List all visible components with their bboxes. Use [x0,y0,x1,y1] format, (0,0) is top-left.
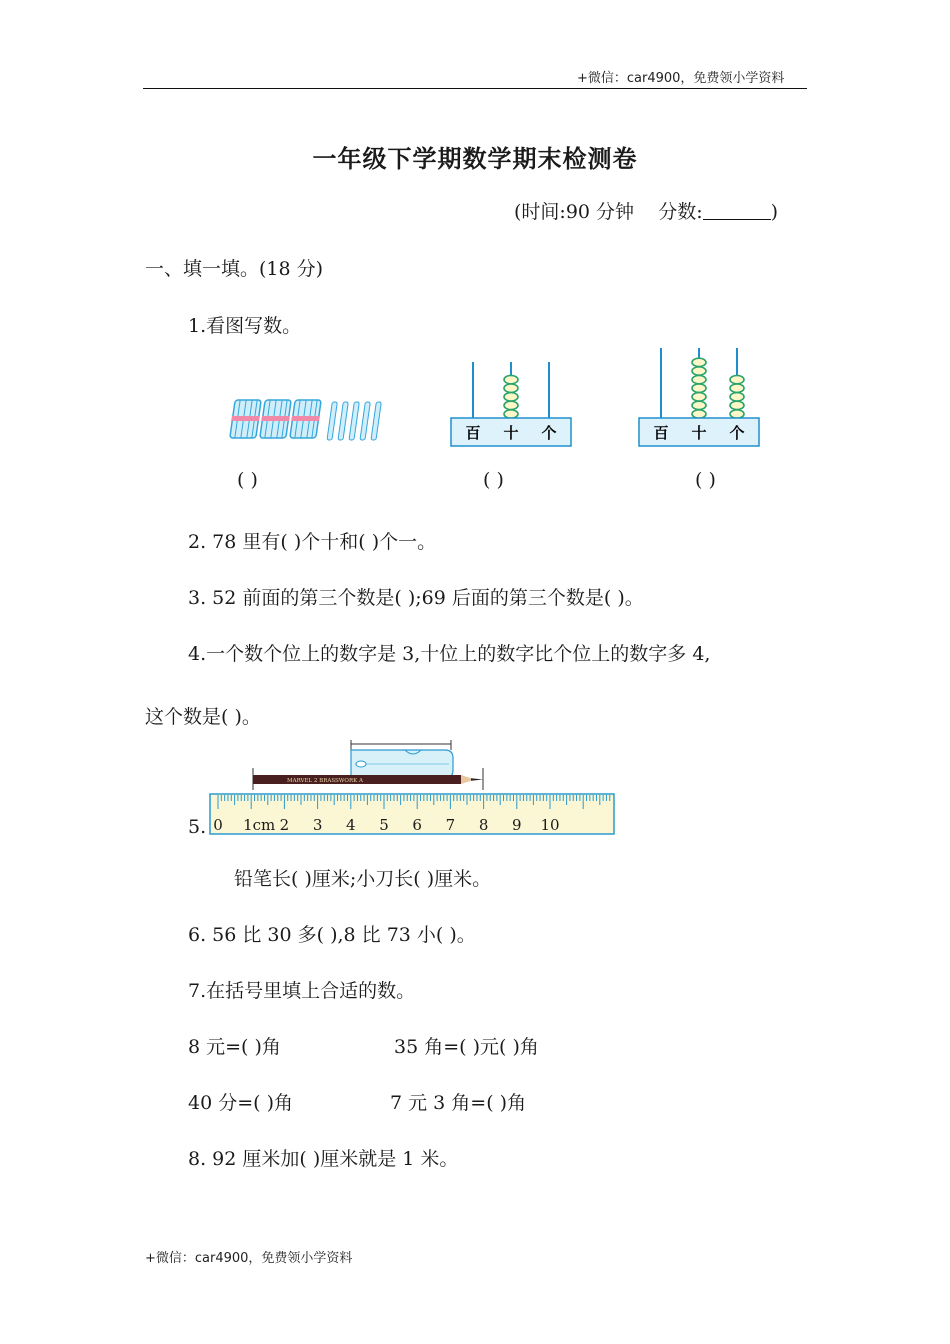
ruler-label: 6 [412,816,422,834]
ruler-label: 10 [540,816,560,834]
ruler-label: 4 [346,816,356,834]
sticks-figure [228,390,390,442]
q1-blank-1[interactable]: ( ) [237,469,258,491]
abacus-2-tens-bead [692,410,706,418]
header-rule [143,88,807,89]
ruler-label: 1cm [243,816,276,834]
ruler-label: 0 [213,816,223,834]
ruler-label: 2 [279,816,290,834]
q1-text: 1.看图写数。 [188,315,302,337]
ruler-label: 3 [312,816,323,834]
q7-item-c: 40 分=( )角 [188,1092,294,1114]
meta-close: ) [770,201,779,223]
abacus-1-label-ones: 个 [541,424,557,442]
q4-line-1: 4.一个数个位上的数字是 3,十位上的数字比个位上的数字多 4, [188,643,711,665]
abacus-1-tens-bead [504,410,518,418]
ruler-figure [205,738,621,840]
score-blank[interactable] [703,203,771,220]
section-1-heading: 一、填一填。(18 分) [145,258,324,280]
abacus-2-tens-bead [692,367,706,375]
ruler-label: 5 [379,816,389,834]
abacus-2-label-hundreds: 百 [653,424,669,442]
abacus-2-ones-bead [730,393,744,401]
q7-item-b: 35 角=( )元( )角 [394,1036,539,1058]
q7-text: 7.在括号里填上合适的数。 [188,980,416,1002]
abacus-2-tens-bead [692,358,706,366]
q5-number: 5. [188,816,207,838]
abacus-2-label-ones: 个 [729,424,745,442]
q4-line-2: 这个数是( )。 [145,706,261,728]
q1-blank-2[interactable]: ( ) [483,469,504,491]
bundle-of-ten-2 [259,400,292,438]
abacus-1-tens-bead [504,384,518,392]
abacus-2-tens-bead [692,375,706,383]
score-label: 分数: [658,201,703,223]
abacus-1-label-hundreds: 百 [465,424,481,442]
abacus-1-tens-bead [504,401,518,409]
bundle-of-ten-1 [229,400,262,438]
pencil-text: MARVEL 2 BRASSWORK A [287,778,363,784]
abacus-1-label-tens: 十 [503,424,519,442]
abacus-1-tens-bead [504,375,518,383]
q8-text: 8. 92 厘米加( )厘米就是 1 米。 [188,1148,459,1170]
q7-item-d: 7 元 3 角=( )角 [390,1092,527,1114]
q3-text: 3. 52 前面的第三个数是( );69 后面的第三个数是( )。 [188,587,644,609]
abacus-2-ones-bead [730,410,744,418]
abacus-2-tens-bead [692,393,706,401]
abacus-2-tens-bead [692,384,706,392]
abacus-2-tens-bead [692,401,706,409]
abacus-2-ones-bead [730,375,744,383]
q7-item-a: 8 元=( )角 [188,1036,281,1058]
page-title: 一年级下学期数学期末检测卷 [312,144,638,173]
footer-watermark: +微信：car4900，免费领小学资料 [145,1251,353,1266]
q6-text: 6. 56 比 30 多( ),8 比 73 小( )。 [188,924,476,946]
time-label: (时间:90 分钟 [514,201,635,223]
q1-blank-3[interactable]: ( ) [695,469,716,491]
ruler-label: 8 [478,816,489,834]
single-sticks [327,402,381,440]
abacus-2-label-tens: 十 [691,424,707,442]
abacus-1-tens-bead [504,393,518,401]
ruler-label: 7 [445,816,456,834]
ruler-label: 9 [512,816,522,834]
abacus-1 [450,360,574,450]
knife [351,740,453,778]
exam-meta [514,197,778,224]
abacus-2-ones-bead [730,384,744,392]
abacus-2-ones-bead [730,401,744,409]
q5-answer-line: 铅笔长( )厘米;小刀长( )厘米。 [234,868,492,890]
header-watermark: +微信：car4900，免费领小学资料 [577,71,785,86]
bundle-of-ten-3 [289,400,322,438]
abacus-2 [638,346,762,450]
q2-text: 2. 78 里有( )个十和( )个一。 [188,531,437,553]
